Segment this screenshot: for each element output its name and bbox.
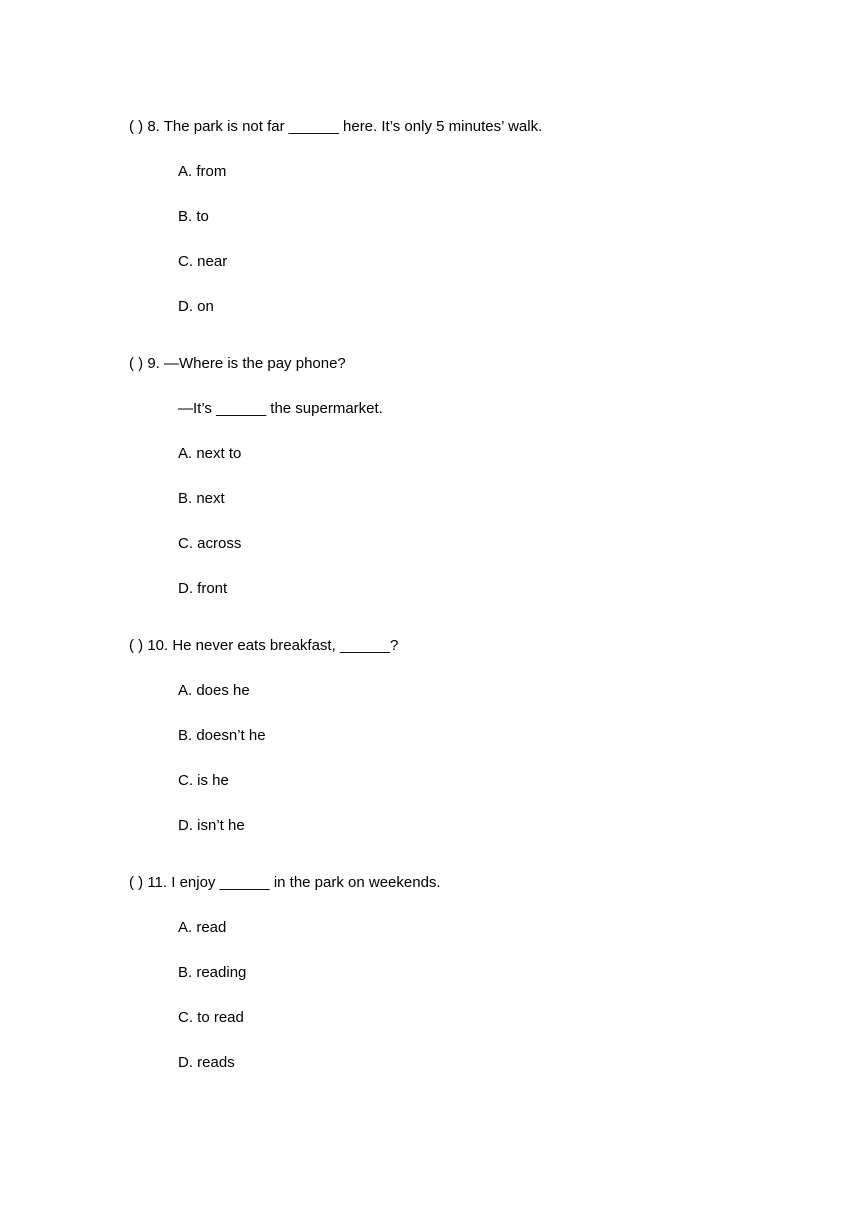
question-10-stem: ( ) 10. He never eats breakfast, ______? xyxy=(129,637,399,654)
question-9-stem: ( ) 9. —Where is the pay phone? xyxy=(129,355,346,372)
question-10-option-b: B. doesn’t he xyxy=(178,727,266,744)
question-8-stem: ( ) 8. The park is not far ______ here. It’s only 5 minutes’ walk. xyxy=(129,118,543,135)
question-10-option-a: A. does he xyxy=(178,682,250,699)
question-9-stem-line2: —It’s ______ the supermarket. xyxy=(178,400,383,417)
question-8-option-d: D. on xyxy=(178,298,214,315)
question-11-option-d: D. reads xyxy=(178,1054,235,1071)
question-8-option-a: A. from xyxy=(178,163,227,180)
question-11-option-c: C. to read xyxy=(178,1009,244,1026)
question-11-option-a: A. read xyxy=(178,919,227,936)
question-11-stem: ( ) 11. I enjoy ______ in the park on weekends. xyxy=(129,874,441,891)
question-8-option-b: B. to xyxy=(178,208,209,225)
question-9-option-d: D. front xyxy=(178,580,228,597)
question-11-option-b: B. reading xyxy=(178,964,247,981)
question-9-option-a: A. next to xyxy=(178,445,242,462)
question-9-option-c: C. across xyxy=(178,535,242,552)
question-10-option-c: C. is he xyxy=(178,772,229,789)
question-9-option-b: B. next xyxy=(178,490,225,507)
question-10-option-d: D. isn’t he xyxy=(178,817,245,834)
question-8-option-c: C. near xyxy=(178,253,228,270)
